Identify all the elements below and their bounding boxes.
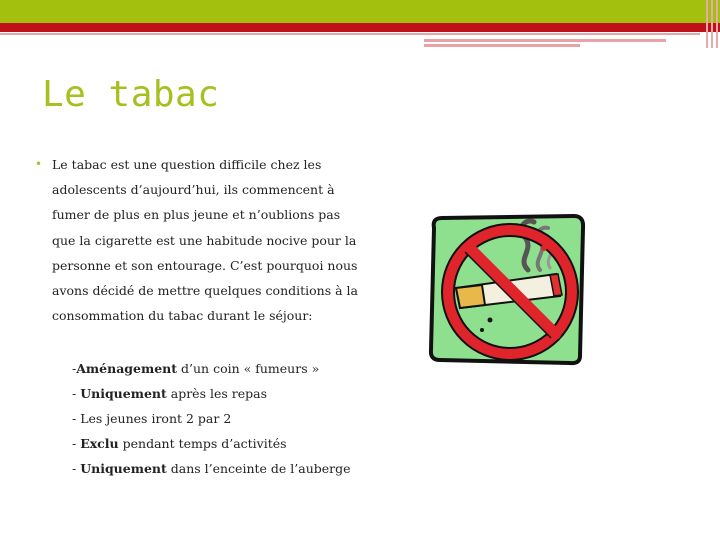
rule-item <box>72 456 392 481</box>
rule-rest: d’un coin « fumeurs » <box>177 361 320 376</box>
header-pink-line <box>0 33 700 35</box>
rules-list <box>72 356 392 481</box>
header-deco-stripe <box>711 0 713 48</box>
rule-rest: dans l’enceinte de l’auberge <box>166 461 351 476</box>
header-deco-line <box>424 39 666 42</box>
rule-bold: Uniquement <box>80 386 167 401</box>
rule-bold: Uniquement <box>80 461 167 476</box>
rule-bold: Exclu <box>80 436 119 451</box>
intro-text: Le tabac est une question difficile chez les adolescents d’aujourd’hui, ils commencent à fumer de plus en plus jeune et n’oublions pas que la cigarette est une habitude nocive pour la personne et son entourage. C’est pourquoi nous avons décidé de mettre quelques conditions à la consommation du tabac durant le séjour: <box>52 157 358 324</box>
header-red-bar <box>0 23 720 32</box>
rule-rest: après les repas <box>166 386 267 401</box>
slide-title: Le tabac <box>42 74 220 115</box>
rule-item <box>72 406 392 431</box>
header-deco-stripe <box>706 0 708 48</box>
intro-paragraph <box>35 152 362 328</box>
bullet-marker: • <box>35 157 43 171</box>
header-deco-stripe <box>716 0 718 48</box>
rule-item <box>72 381 392 406</box>
rule-prefix: - <box>72 361 77 376</box>
rule-prefix: - <box>72 386 81 401</box>
rule-prefix: - <box>72 461 81 476</box>
header-deco-line <box>424 44 580 47</box>
rule-prefix: - Les jeunes iront 2 par 2 <box>72 411 232 426</box>
rule-bold: Aménagement <box>76 361 178 376</box>
rule-prefix: - <box>72 436 81 451</box>
rule-item <box>72 431 392 456</box>
rule-item <box>72 356 392 381</box>
header-green-bar <box>0 0 720 23</box>
no-smoking-icon <box>424 208 590 368</box>
rule-rest: pendant temps d’activités <box>118 436 287 451</box>
